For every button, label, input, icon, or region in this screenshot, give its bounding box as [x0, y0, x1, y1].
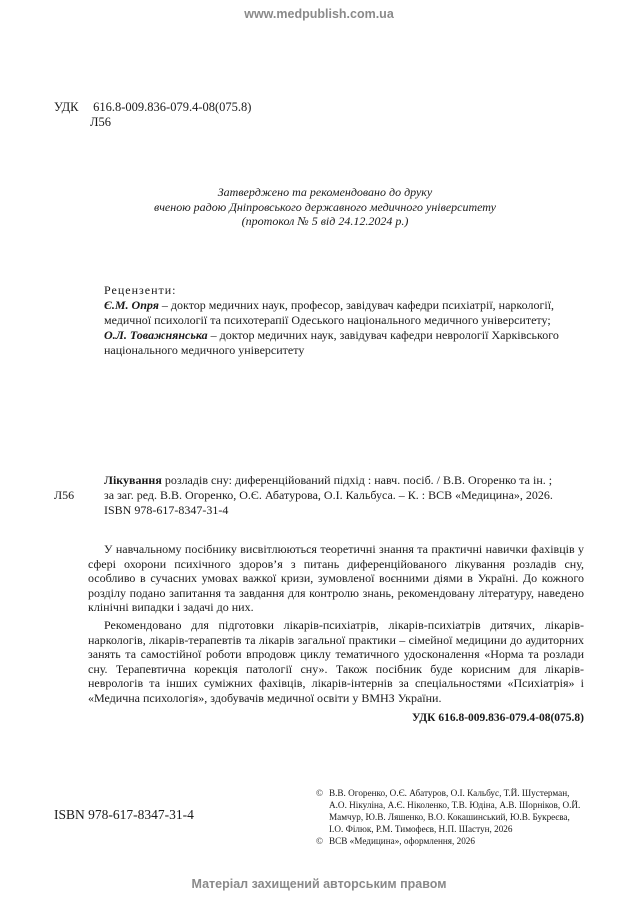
- isbn: ISBN 978-617-8347-31-4: [54, 807, 194, 822]
- biblio-line1: розладів сну: диференційований підхід : навч. посіб. / В.В. Огоренко та ін. ;: [161, 473, 553, 487]
- udk-block: [54, 100, 251, 130]
- biblio-isbn: ISBN 978-617-8347-31-4: [104, 503, 229, 517]
- bibliographic-description: [54, 473, 584, 518]
- biblio-code: Л56: [54, 488, 75, 502]
- copyright-notice: Матеріал захищений авторським правом: [191, 877, 447, 891]
- approval-note: [90, 185, 560, 229]
- approval-line: (протокол № 5 від 24.12.2024 р.): [241, 214, 409, 228]
- reviewer-item: [104, 328, 584, 358]
- udk-summary: УДК 616.8-009.836-079.4-08(075.8): [411, 712, 584, 724]
- biblio-line2: за заг. ред. В.В. Огоренко, О.Є. Абатурова, О.І. Кальбуса. – К. : ВСВ «Медицина», 2026.: [104, 488, 553, 502]
- abstract: [88, 542, 584, 709]
- copyright-icon: ©: [316, 836, 323, 846]
- approval-line: Затверджено та рекомендовано до друку: [217, 185, 433, 199]
- abstract-paragraph: Рекомендовано для підготовки лікарів-психіатрів, лікарів-психіатрів дитячих, лікарів-наркологів, лікарів-терапевтів та лікарів загальної практики – сімейної медицини до аудиторних занять та самостійної роботи впродовж циклу тематичного удосконалення «Норма та розлади сну. Терапевтична корекція патології сну». Також посібник буде корисним для лікарів-неврологів та інших суміжних фахівців, лікарів-інтернів за спеціальностями «Психіатрія» і «Медична психологія», здобувачів медичної освіти у ВМНЗ України.: [88, 617, 584, 705]
- reviewers-section: [104, 283, 584, 358]
- copyright-publisher: ВСВ «Медицина», оформлення, 2026: [329, 836, 475, 846]
- approval-line: вченою радою Дніпровського державного медичного університету: [153, 199, 496, 214]
- copyright-authors: В.В. Огоренко, О.Є. Абатуров, О.І. Кальбус, Т.Й. Шустерман, А.О. Нікуліна, А.Є. Ніколенко, Т.В. Юдіна, А.В. Шорніков, О.Й. Мамчур, Ю.В. Ляшенко, В.О. Кокашинський, Ю.В. Букреєва, І.О. Філюк, Р.М. Тимофеєв, Н.П. Шастун, 2026: [329, 788, 581, 834]
- reviewers-heading: Рецензенти:: [104, 283, 177, 297]
- copyright-icon: ©: [316, 788, 323, 798]
- author-mark: Л56: [90, 115, 111, 129]
- reviewer-name: Є.М. Опря: [104, 298, 159, 312]
- reviewer-item: [104, 298, 584, 328]
- biblio-title: Лікування: [104, 473, 162, 487]
- udk-code: 616.8-009.836-079.4-08(075.8): [93, 100, 252, 114]
- abstract-paragraph: У навчальному посібнику висвітлюються теоретичні знання та практичні навички фахівців у сфері охорони психічного здоров’я з питань диференційованого лікування розладів сну, особливо в сучасних умовах важкої кризи, зумовленої воєнними діями в Україні. До кожного розділу подано запитання та завдання для контролю знань, рекомендовану літературу, наведено клінічні випадки і задачі до них.: [88, 542, 584, 615]
- reviewer-desc: – доктор медичних наук, професор, завідувач кафедри психіатрії, наркології, медичної психології та психотерапії Одеського національного медичного університету;: [104, 298, 555, 327]
- site-url[interactable]: www.medpublish.com.ua: [244, 7, 394, 21]
- copyright-block: [316, 787, 584, 847]
- reviewer-desc: – доктор медичних наук, завідувач кафедри неврології Харківського національного медичного університету: [104, 328, 559, 357]
- udk-label: УДК: [54, 100, 79, 114]
- reviewer-name: О.Л. Товажнянська: [104, 328, 208, 342]
